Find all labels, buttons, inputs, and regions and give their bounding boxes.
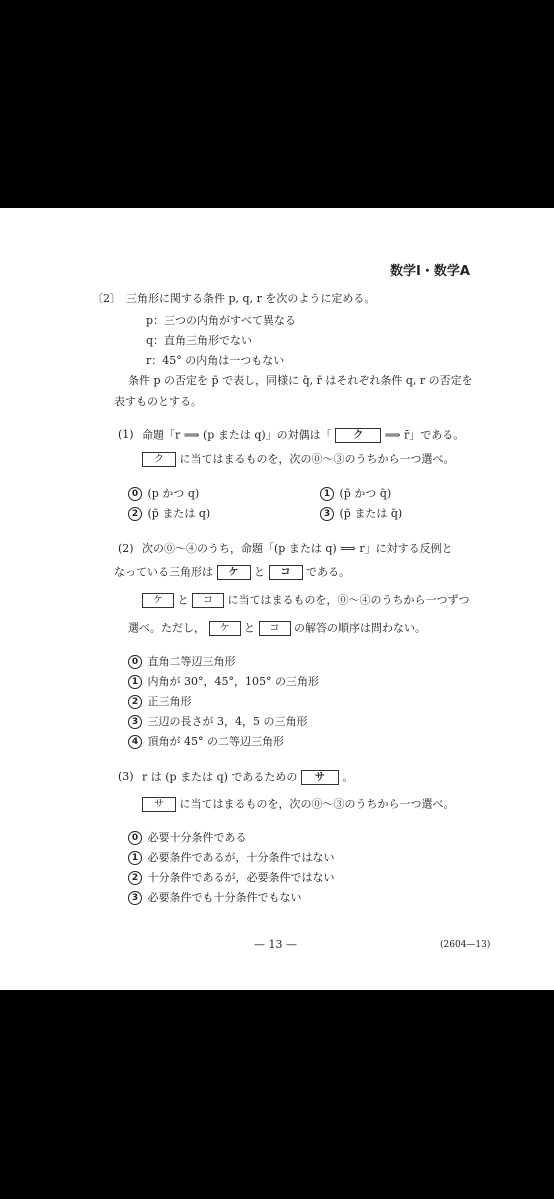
conjunction-to: と bbox=[177, 593, 189, 607]
q1-number: (1) bbox=[118, 428, 134, 441]
answer-box-sa[interactable]: サ bbox=[301, 770, 339, 785]
q2-instruction-text: に当てはまるものを，⓪～④のうちから一つずつ bbox=[227, 593, 470, 607]
choice-text: 正三角形 bbox=[147, 695, 192, 708]
q3-statement bbox=[142, 770, 353, 785]
condition-p: p：三つの内角がすべて異なる bbox=[146, 314, 296, 327]
q1-text-a: 命題「r ⟹ (p または q)」の対偶は「 bbox=[142, 428, 332, 442]
answer-box-ko[interactable]: コ bbox=[269, 565, 303, 580]
exam-page bbox=[0, 208, 554, 990]
exam-code: (2604—13) bbox=[440, 940, 491, 950]
q2-instruction bbox=[142, 593, 470, 608]
q2-choice-2[interactable] bbox=[128, 695, 192, 709]
q3-instruction bbox=[142, 797, 455, 812]
intro-text: 三角形に関する条件 p, q, r を次のように定める。 bbox=[126, 292, 376, 305]
section-number: 〔2〕 bbox=[92, 292, 121, 305]
q3-text-a: r は (p または q) であるための bbox=[142, 770, 298, 784]
q1-statement bbox=[142, 428, 464, 443]
choice-number-4: 4 bbox=[128, 735, 142, 749]
choice-number-1: 1 bbox=[128, 851, 142, 865]
conjunction-to: と bbox=[254, 565, 265, 579]
answer-box-ku[interactable]: ク bbox=[335, 428, 381, 443]
condition-r: r：45° の内角は一つもない bbox=[146, 354, 285, 367]
q2-choice-0[interactable] bbox=[128, 655, 236, 669]
q1-instruction-text: に当てはまるものを，次の⓪～③のうちから一つ選べ。 bbox=[179, 452, 455, 466]
q1-instruction bbox=[142, 452, 455, 467]
q1-choice-0[interactable] bbox=[128, 487, 199, 501]
choice-number-2: 2 bbox=[128, 871, 142, 885]
q2-choice-3[interactable] bbox=[128, 715, 308, 729]
choice-text: 十分条件であるが，必要条件ではない bbox=[147, 871, 335, 884]
choice-number-0: 0 bbox=[128, 487, 142, 501]
answer-box-ke-ref: ケ bbox=[142, 593, 174, 608]
answer-box-ko-ref-2: コ bbox=[259, 621, 291, 636]
q2-instruction-2-text: 選べ。ただし， bbox=[128, 621, 205, 635]
q2-instruction-2-end: の解答の順序は問わない。 bbox=[294, 621, 426, 635]
choice-text: (p̄ または q̄) bbox=[339, 507, 403, 520]
q2-instruction-2 bbox=[128, 621, 426, 636]
negation-line-1: 条件 p の否定を p̄ で表し，同様に q̄, r̄ はそれぞれ条件 q, r の否定を bbox=[128, 374, 473, 387]
q2-line-2 bbox=[114, 565, 350, 580]
q2-choice-1[interactable] bbox=[128, 675, 319, 689]
conjunction-to: と bbox=[244, 621, 255, 635]
q2-number: (2) bbox=[118, 542, 134, 555]
choice-text: 三辺の長さが 3，4，5 の三角形 bbox=[147, 715, 308, 728]
condition-q: q：直角三角形でない bbox=[146, 334, 253, 347]
choice-number-3: 3 bbox=[128, 715, 142, 729]
answer-box-ku-ref: ク bbox=[142, 452, 176, 467]
choice-text: 頂角が 45° の二等辺三角形 bbox=[147, 735, 284, 748]
choice-text: (p かつ q) bbox=[147, 487, 200, 500]
choice-text: 必要条件であるが，十分条件ではない bbox=[147, 851, 335, 864]
q1-choice-2[interactable] bbox=[128, 507, 210, 521]
negation-line-2: 表すものとする。 bbox=[114, 395, 202, 408]
answer-box-ke[interactable]: ケ bbox=[217, 565, 251, 580]
page-header: 数学Ⅰ・数学A bbox=[390, 264, 470, 279]
choice-text: 内角が 30°，45°，105° の三角形 bbox=[147, 675, 319, 688]
q2-line-1: 次の⓪～④のうち，命題「(p または q) ⟹ r」に対する反例と bbox=[142, 542, 453, 555]
choice-number-2: 2 bbox=[128, 695, 142, 709]
choice-number-0: 0 bbox=[128, 831, 142, 845]
choice-number-3: 3 bbox=[128, 891, 142, 905]
q3-choice-2[interactable] bbox=[128, 871, 335, 885]
q1-choice-3[interactable] bbox=[320, 507, 402, 521]
q2-choice-4[interactable] bbox=[128, 735, 284, 749]
choice-text: (p̄ かつ q̄) bbox=[339, 487, 392, 500]
q3-text-b: 。 bbox=[342, 770, 354, 784]
choice-text: 必要条件でも十分条件でもない bbox=[147, 891, 302, 904]
q3-choice-3[interactable] bbox=[128, 891, 302, 905]
choice-text: (p̄ または q) bbox=[147, 507, 211, 520]
q3-choice-1[interactable] bbox=[128, 851, 335, 865]
q1-text-b: ⟹ r̄」である。 bbox=[384, 428, 465, 442]
answer-box-sa-ref: サ bbox=[142, 797, 176, 812]
choice-number-1: 1 bbox=[320, 487, 334, 501]
q2-line-2-text: なっている三角形は bbox=[114, 565, 213, 579]
q2-line-2-end: である。 bbox=[306, 565, 350, 579]
answer-box-ke-ref-2: ケ bbox=[209, 621, 241, 636]
q3-choice-0[interactable] bbox=[128, 831, 247, 845]
q1-choice-1[interactable] bbox=[320, 487, 391, 501]
answer-box-ko-ref: コ bbox=[192, 593, 224, 608]
choice-number-1: 1 bbox=[128, 675, 142, 689]
choice-number-2: 2 bbox=[128, 507, 142, 521]
choice-number-3: 3 bbox=[320, 507, 334, 521]
choice-number-0: 0 bbox=[128, 655, 142, 669]
q3-instruction-text: に当てはまるものを，次の⓪～③のうちから一つ選べ。 bbox=[179, 797, 455, 811]
page-number: — 13 — bbox=[254, 938, 297, 951]
choice-text: 必要十分条件である bbox=[147, 831, 247, 844]
choice-text: 直角二等辺三角形 bbox=[147, 655, 236, 668]
q3-number: (3) bbox=[118, 770, 134, 783]
